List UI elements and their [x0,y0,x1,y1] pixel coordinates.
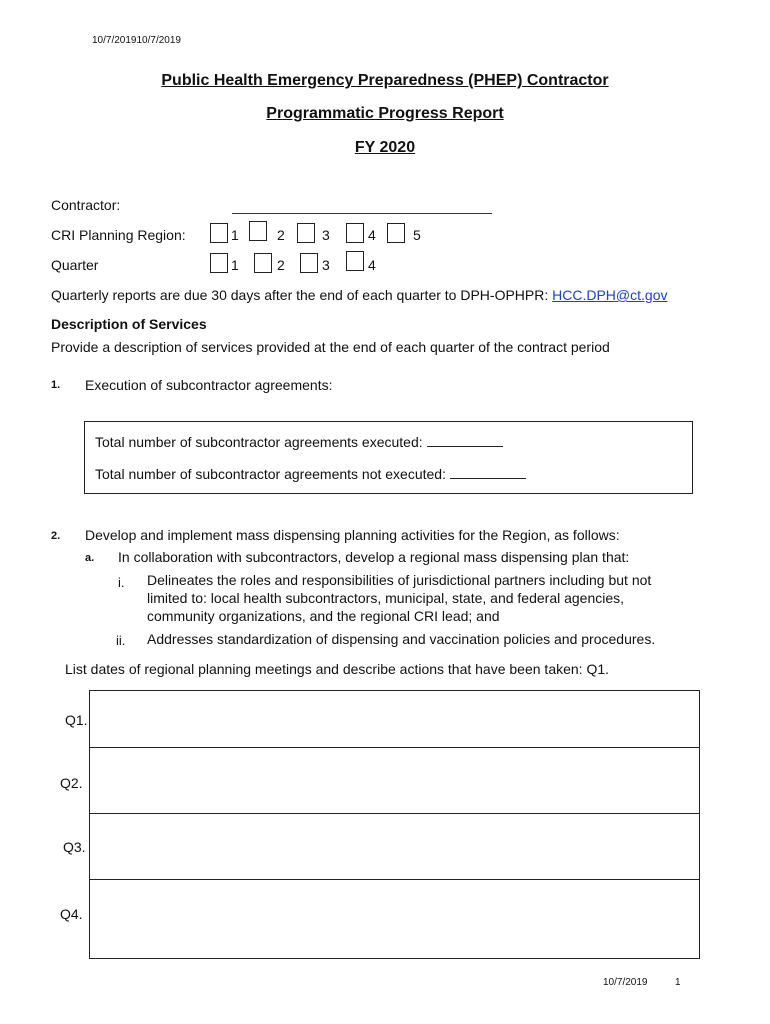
item2aii-marker: ii. [116,633,126,648]
q4-label: Q4. [60,906,83,922]
footer-date: 10/7/2019 [603,977,648,988]
item2-number: 2. [51,530,61,542]
item2ai-line3: community organizations, and the regional CRI lead; and [147,608,500,624]
services-intro: Provide a description of services provided at the end of each quarter of the contract period [51,339,610,355]
q1-textbox[interactable] [89,690,700,748]
item2ai-line2: limited to: local health subcontractors, municipal, state, and federal agencies, [147,590,625,606]
contractor-field[interactable] [232,212,492,214]
region-option-4: 4 [368,227,376,243]
item2ai-line1: Delineates the roles and responsibilities of jurisdictional partners including but not [147,572,652,588]
region-checkbox-3[interactable] [297,223,315,243]
not-executed-field[interactable] [450,466,526,479]
due-notice [51,287,667,303]
region-option-2: 2 [277,227,285,243]
region-checkbox-5[interactable] [387,223,405,243]
document-title: Public Health Emergency Preparedness (PHEP) Contractor [161,72,609,89]
not-executed-label: Total number of subcontractor agreements not executed: [95,466,446,482]
region-checkbox-4[interactable] [346,223,364,243]
services-heading: Description of Services [51,316,207,332]
page-number: 1 [675,977,681,988]
q4-textbox[interactable] [89,879,700,959]
item2-text: Develop and implement mass dispensing planning activities for the Region, as follows: [85,527,620,543]
executed-row [95,434,503,450]
not-executed-row [95,466,526,482]
region-option-5: 5 [413,227,421,243]
email-link[interactable]: HCC.DPH@ct.gov [552,287,668,303]
q2-label: Q2. [60,775,83,791]
item2a-text: In collaboration with subcontractors, develop a regional mass dispensing plan that: [118,549,630,565]
q3-textbox[interactable] [89,813,700,880]
contractor-label: Contractor: [51,197,121,213]
q1-label: Q1. [65,712,88,728]
quarter-option-1: 1 [231,257,239,273]
q2-textbox[interactable] [89,747,700,814]
item2a-marker: a. [85,552,95,564]
quarter-option-3: 3 [322,257,330,273]
region-checkbox-1[interactable] [210,223,228,243]
item1-number: 1. [51,379,61,391]
region-option-1: 1 [231,227,239,243]
executed-label: Total number of subcontractor agreements executed: [95,434,423,450]
quarter-option-2: 2 [277,257,285,273]
quarter-checkbox-4[interactable] [346,251,364,271]
meetings-prompt: List dates of regional planning meetings and describe actions that have been taken: Q1. [65,661,610,677]
quarter-option-4: 4 [368,257,376,273]
due-text: Quarterly reports are due 30 days after the end of each quarter to DPH-OPHPR: [51,287,549,303]
subcontractor-agreements-box [84,421,693,494]
executed-field[interactable] [427,434,503,447]
document-subtitle: Programmatic Progress Report [266,105,504,122]
region-option-3: 3 [322,227,330,243]
item1-text: Execution of subcontractor agreements: [85,377,333,393]
item2ai-marker: i. [118,575,125,590]
region-label: CRI Planning Region: [51,227,186,243]
region-checkbox-2[interactable] [249,221,267,241]
item2aii-text: Addresses standardization of dispensing and vaccination policies and procedures. [147,631,656,647]
header-date: 10/7/201910/7/2019 [92,35,181,46]
quarter-checkbox-3[interactable] [300,253,318,273]
quarter-label: Quarter [51,257,99,273]
q3-label: Q3. [63,839,86,855]
fiscal-year: FY 2020 [354,139,416,156]
quarter-checkbox-1[interactable] [210,253,228,273]
quarter-checkbox-2[interactable] [254,253,272,273]
